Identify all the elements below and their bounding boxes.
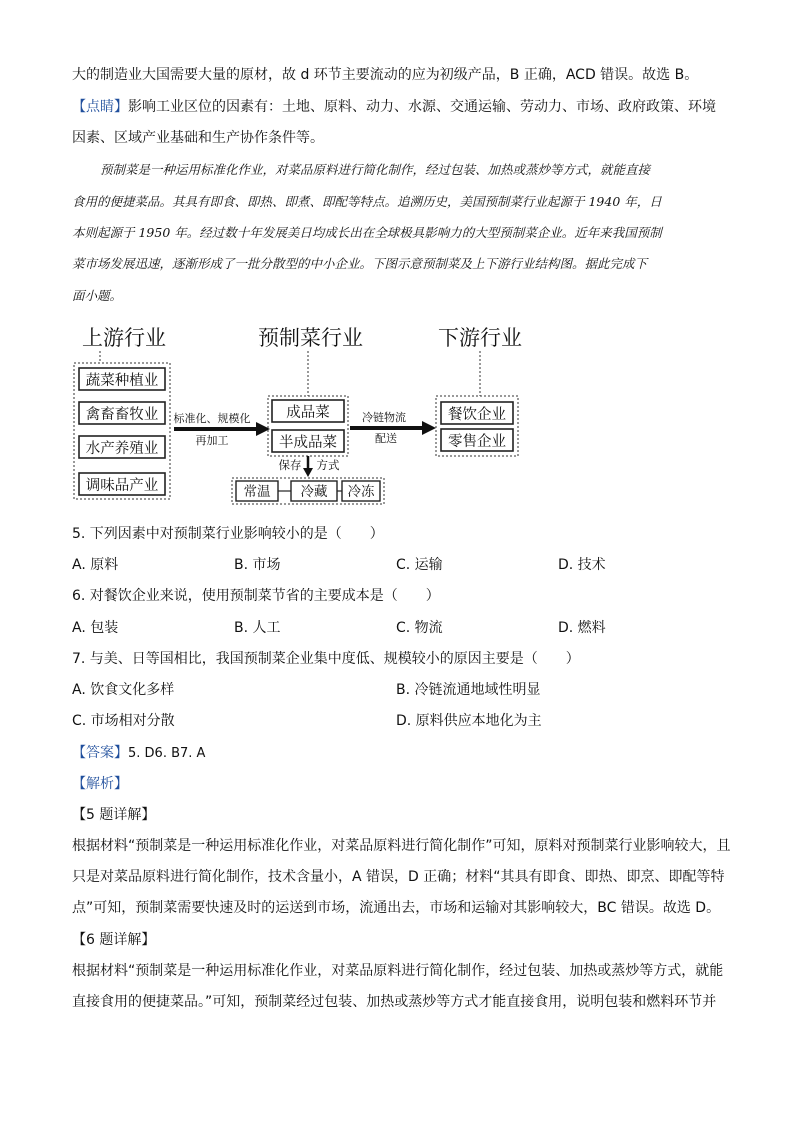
prepared-item-label: 成品菜	[286, 405, 330, 421]
passage-line: 本则起源于 1950 年。经过数十年发展美日均成长出在全球极具影响力的大型预制菜企业。近年来我国预制	[72, 225, 662, 240]
text-line: 根据材料“预制菜是一种运用标准化作业，对菜品原料进行简化制作，经过包装、加热或蒸炒等方式，就能	[72, 963, 724, 979]
answer-line	[72, 743, 205, 764]
text-line: 直接食用的便捷菜品。”可知，预制菜经过包装、加热或蒸炒等方式才能直接食用，说明包装和燃料环节并	[72, 994, 717, 1010]
upstream-item-label: 调味品产业	[85, 478, 159, 494]
text-line: 大的制造业大国需要大量的原材，故 d 环节主要流动的应为初级产品，B 正确，ACD 错误。故选 B。	[72, 67, 699, 83]
arrow2-bottom-label: 配送	[375, 432, 397, 445]
arrow-right-icon	[422, 421, 436, 435]
question-6: 6. 对餐饮企业来说，使用预制菜节省的主要成本是（ ）	[72, 588, 440, 604]
upstream-item-label: 禽畜畜牧业	[85, 407, 159, 423]
text-line: 因素、区域产业基础和生产协作条件等。	[72, 130, 324, 146]
passage-line: 菜市场发展迅速，逐渐形成了一批分散型的中小企业。下图示意预制菜及上下游行业结构图。据此完成下	[72, 256, 648, 271]
question-5: 5. 下列因素中对预制菜行业影响较小的是（ ）	[72, 526, 384, 542]
answer-text: 5. D6. B7. A	[128, 746, 206, 761]
option: D. 技术	[558, 557, 606, 573]
option: A. 原料	[72, 557, 119, 573]
arrow2-top-label: 冷链物流	[362, 411, 406, 424]
storage-item-label: 冷藏	[300, 484, 328, 500]
option: C. 市场相对分散	[72, 713, 175, 729]
storage-left-label: 保存	[278, 458, 302, 472]
text-line: 根据材料“预制菜是一种运用标准化作业，对菜品原料进行简化制作”可知，原料对预制菜行业影响较大，且	[72, 838, 731, 854]
text-line	[72, 97, 716, 117]
option: A. 包装	[72, 620, 119, 636]
option: B. 市场	[234, 557, 281, 573]
storage-item-label: 冷冻	[347, 484, 375, 500]
downstream-item-label: 零售企业	[448, 434, 506, 450]
option: D. 燃料	[558, 620, 606, 636]
storage-right-label: 方式	[316, 458, 340, 472]
passage-line: 预制菜是一种运用标准化作业，对菜品原料进行简化制作，经过包装、加热或蒸炒等方式，就能直接	[100, 162, 651, 177]
detail-5-head: 【5 题详解】	[72, 807, 156, 823]
option: B. 冷链流通地域性明显	[396, 682, 541, 698]
option: B. 人工	[234, 620, 281, 636]
tip-text: 影响工业区位的因素有：土地、原料、动力、水源、交通运输、劳动力、市场、政府政策、环境	[128, 99, 716, 115]
downstream-item-label: 餐饮企业	[448, 407, 506, 423]
question-7: 7. 与美、日等国相比，我国预制菜企业集中度低、规模较小的原因主要是（ ）	[72, 651, 580, 667]
prepared-title: 预制菜行业	[258, 326, 363, 350]
text-line: 只是对菜品原料进行简化制作，技术含量小，A 错误，D 正确；材料“其具有即食、即热、即烹、即配等特	[72, 869, 725, 885]
arrow-down-icon	[303, 468, 313, 477]
answer-tag: 【答案】	[72, 745, 128, 761]
option: C. 运输	[396, 557, 443, 573]
storage-item-label: 常温	[243, 484, 271, 500]
prepared-item-label: 半成品菜	[279, 435, 337, 451]
tip-tag: 【点睛】	[72, 99, 128, 115]
industry-structure-diagram	[72, 318, 532, 508]
upstream-title: 上游行业	[82, 326, 166, 350]
upstream-item-label: 蔬菜种植业	[85, 373, 159, 389]
passage-line: 食用的便捷菜品。其具有即食、即热、即煮、即配等特点。追溯历史，美国预制菜行业起源于 1940 年，日	[72, 194, 662, 209]
arrow1-bottom-label: 再加工	[195, 434, 229, 447]
arrow1-top-label: 标准化、规模化	[173, 412, 251, 425]
option: D. 原料供应本地化为主	[396, 713, 542, 729]
passage-line: 面小题。	[72, 288, 123, 303]
detail-6-head: 【6 题详解】	[72, 932, 156, 948]
option: C. 物流	[396, 620, 443, 636]
option: A. 饮食文化多样	[72, 682, 175, 698]
arrow-right-icon	[256, 422, 270, 436]
text-line: 点”可知，预制菜需要快速及时的运送到市场，流通出去，市场和运输对其影响较大，BC 错误。故选 D。	[72, 900, 721, 916]
downstream-title: 下游行业	[438, 326, 522, 350]
upstream-item-label: 水产养殖业	[85, 441, 159, 457]
analysis-tag: 【解析】	[72, 776, 128, 792]
